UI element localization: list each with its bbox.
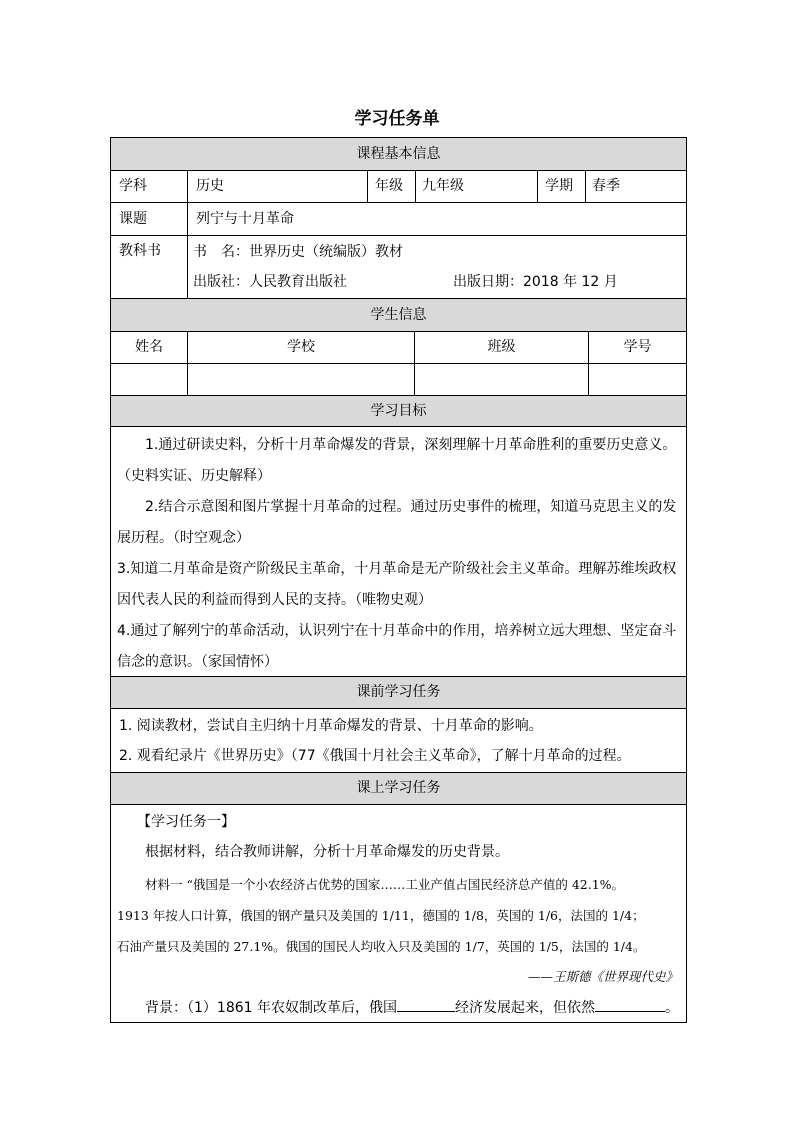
background-part-2: 经济发展起来，但依然 bbox=[455, 1000, 595, 1016]
student-class-field[interactable] bbox=[414, 364, 588, 395]
task-one-title: 【学习任务一】 bbox=[137, 814, 235, 830]
material-line-2: 1913 年按人口计算，俄国的钢产量只及美国的 1/11，德国的 1/8，英国的 1/6，法国的 1/4； bbox=[117, 908, 645, 923]
student-id-header: 学号 bbox=[588, 332, 686, 363]
student-name-header: 姓名 bbox=[135, 339, 163, 355]
textbook-label: 教科书 bbox=[119, 243, 161, 259]
student-class-header: 班级 bbox=[414, 332, 588, 363]
topic-value: 列宁与十月革命 bbox=[187, 203, 686, 235]
student-school-field[interactable] bbox=[187, 364, 414, 395]
pre-class-item-1: 1. 阅读教材，尝试自主归纳十月革命爆发的背景、十月革命的影响。 bbox=[119, 718, 543, 734]
book-name: 书 名：世界历史（统编版）教材 bbox=[193, 244, 403, 260]
background-end: 。 bbox=[665, 1000, 679, 1016]
objective-line-1: 1.通过研读史料，分析十月革命爆发的背景，深刻理解十月革命胜利的重要历史意义。 bbox=[145, 437, 677, 453]
term-value: 春季 bbox=[585, 171, 686, 202]
subject-row bbox=[111, 171, 686, 203]
in-class-body bbox=[111, 805, 686, 1024]
student-name-field[interactable] bbox=[111, 364, 187, 395]
pre-class-body bbox=[111, 709, 686, 773]
publish-date: 出版日期：2018 年 12 月 bbox=[453, 274, 618, 290]
objective-line-8: 信念的意识。（家国情怀） bbox=[117, 654, 278, 670]
pre-class-item-2: 2. 观看纪录片《世界历史》（77《俄国十月社会主义革命》，了解十月革命的过程。 bbox=[119, 748, 631, 764]
student-info-header bbox=[111, 299, 686, 332]
objectives-body bbox=[111, 427, 686, 677]
textbook-row bbox=[111, 236, 686, 299]
student-input-row bbox=[111, 364, 686, 396]
student-id-field[interactable] bbox=[588, 364, 686, 395]
objectives-header bbox=[111, 396, 686, 427]
course-info-header-label: 课程基本信息 bbox=[356, 146, 441, 162]
objective-line-2: （史料实证、历史解释） bbox=[117, 468, 271, 484]
objective-line-5: 3.知道二月革命是资产阶级民主革命，十月革命是无产阶级社会主义革命。理解苏维埃政权 bbox=[117, 561, 677, 577]
objective-line-3: 2.结合示意图和图片掌握十月革命的过程。通过历史事件的梳理，知道马克思主义的发 bbox=[145, 499, 677, 515]
publisher: 出版社：人民教育出版社 bbox=[193, 274, 347, 290]
topic-row bbox=[111, 203, 686, 236]
in-class-header bbox=[111, 773, 686, 805]
in-class-header-label: 课上学习任务 bbox=[356, 780, 441, 796]
term-label: 学期 bbox=[537, 171, 585, 202]
objectives-header-label: 学习目标 bbox=[370, 403, 427, 419]
pre-class-header-label: 课前学习任务 bbox=[356, 684, 441, 700]
student-info-header-label: 学生信息 bbox=[370, 307, 427, 323]
task-one-instruction: 根据材料，结合教师讲解，分析十月革命爆发的历史背景。 bbox=[145, 844, 509, 860]
task-sheet-table bbox=[110, 137, 687, 1023]
material-line-1: 材料一 “俄国是一个小农经济占优势的国家……工业产值占国民经济总产值的 42.1%。 bbox=[145, 877, 625, 892]
grade-label: 年级 bbox=[367, 171, 415, 202]
objective-line-7: 4.通过了解列宁的革命活动，认识列宁在十月革命中的作用，培养树立远大理想、坚定奋斗 bbox=[117, 623, 677, 639]
blank-still-condition[interactable] bbox=[595, 997, 665, 1012]
student-school-header: 学校 bbox=[187, 332, 414, 363]
background-part-1: 背景：（1）1861 年农奴制改革后，俄国 bbox=[145, 1000, 397, 1016]
course-info-header bbox=[111, 138, 686, 171]
background-question bbox=[145, 995, 720, 1021]
material-source: ——王斯德《世界现代史》 bbox=[527, 969, 678, 984]
blank-economy-type[interactable] bbox=[397, 997, 455, 1012]
objective-line-6: 因代表人民的利益而得到人民的支持。（唯物史观） bbox=[117, 592, 432, 608]
textbook-detail bbox=[187, 236, 686, 298]
pre-class-header bbox=[111, 677, 686, 709]
objective-line-4: 展历程。（时空观念） bbox=[117, 530, 250, 546]
topic-label: 课题 bbox=[119, 211, 147, 227]
page-title: 学习任务单 bbox=[354, 109, 440, 129]
material-line-3: 石油产量只及美国的 27.1%。俄国的国民人均收入只及美国的 1/7，英国的 1/5，法国的 1/4。 bbox=[117, 939, 646, 954]
subject-label: 学科 bbox=[119, 178, 147, 194]
student-columns-row bbox=[111, 332, 686, 364]
subject-value: 历史 bbox=[187, 171, 367, 202]
grade-value: 九年级 bbox=[415, 171, 537, 202]
